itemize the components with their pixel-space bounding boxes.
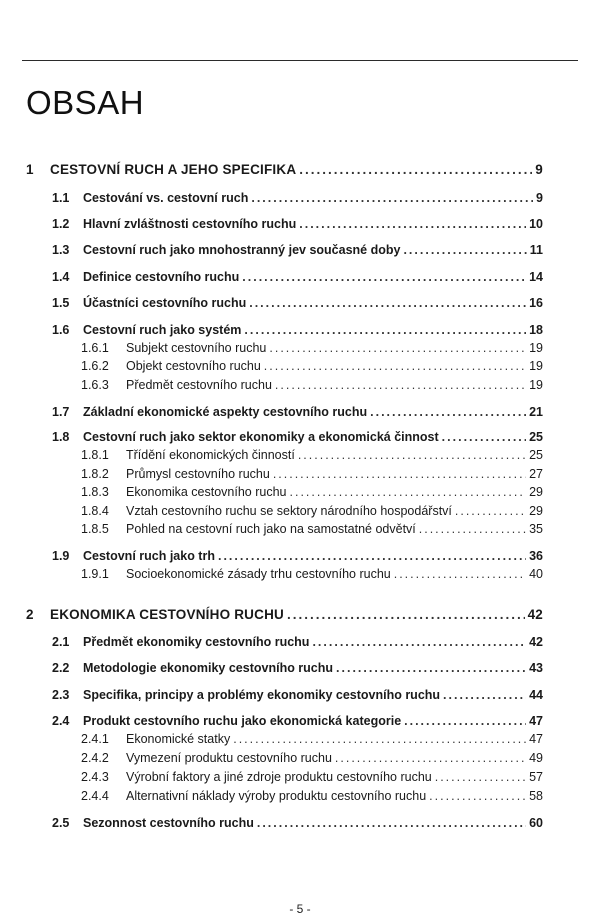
toc-subsection bbox=[81, 732, 543, 746]
toc-entry-title: Cestovní ruch jako trh bbox=[83, 549, 215, 563]
toc-entry-title: Ekonomické statky bbox=[126, 732, 231, 746]
toc-entry-title: Účastníci cestovního ruchu bbox=[83, 296, 247, 310]
toc-entry-number: 1.8.4 bbox=[81, 504, 109, 518]
toc-section bbox=[52, 430, 543, 444]
toc-section bbox=[52, 270, 543, 284]
toc-subsection bbox=[81, 770, 543, 784]
toc-leader-dots bbox=[249, 296, 526, 310]
toc-entry-page: 49 bbox=[529, 751, 543, 765]
toc-subsection bbox=[81, 467, 543, 481]
toc-leader-dots bbox=[244, 323, 526, 337]
toc-section bbox=[52, 243, 543, 257]
toc-entry-title: EKONOMIKA CESTOVNÍHO RUCHU bbox=[50, 607, 284, 622]
toc-entry-page: 42 bbox=[529, 635, 543, 649]
toc-entry-number: 2.5 bbox=[52, 816, 70, 830]
toc-leader-dots bbox=[257, 816, 526, 830]
toc-entry-title: Hlavní zvláštnosti cestovního ruchu bbox=[83, 217, 297, 231]
toc-entry-number: 2.4.3 bbox=[81, 770, 109, 784]
toc-entry-number: 2.4.4 bbox=[81, 789, 109, 803]
toc-leader-dots bbox=[287, 607, 525, 622]
toc-entry-title: Průmysl cestovního ruchu bbox=[126, 467, 270, 481]
toc-entry-number: 2.4 bbox=[52, 714, 70, 728]
toc-entry-title: Specifika, principy a problémy ekonomiky cestovního ruchu bbox=[83, 688, 441, 702]
toc-entry-page: 29 bbox=[529, 504, 543, 518]
toc-leader-dots bbox=[429, 789, 526, 803]
toc-leader-dots bbox=[435, 770, 526, 784]
toc-entry-page: 14 bbox=[529, 270, 543, 284]
toc-entry-number: 1 bbox=[26, 162, 34, 177]
toc-entry-page: 25 bbox=[529, 448, 543, 462]
toc-entry-page: 21 bbox=[529, 405, 543, 419]
toc-entry-title: Sezonnost cestovního ruchu bbox=[83, 816, 254, 830]
toc-entry-number: 1.9 bbox=[52, 549, 70, 563]
toc-entry-page: 40 bbox=[529, 567, 543, 581]
toc-section bbox=[52, 549, 543, 563]
toc-entry-number: 1.9.1 bbox=[81, 567, 109, 581]
toc-leader-dots bbox=[218, 549, 526, 563]
toc-entry-title: Definice cestovního ruchu bbox=[83, 270, 240, 284]
toc-entry-title: Alternativní náklady výroby produktu cestovního ruchu bbox=[126, 789, 427, 803]
toc-entry-number: 1.8.5 bbox=[81, 522, 109, 536]
toc-leader-dots bbox=[443, 688, 526, 702]
toc-leader-dots bbox=[370, 405, 526, 419]
toc-entry-page: 9 bbox=[535, 162, 543, 177]
toc-entry-title: Předmět ekonomiky cestovního ruchu bbox=[83, 635, 310, 649]
toc-entry-page: 29 bbox=[529, 485, 543, 499]
toc-section bbox=[52, 217, 543, 231]
toc-entry-number: 2.4.2 bbox=[81, 751, 109, 765]
toc-entry-title: Pohled na cestovní ruch jako na samostatné odvětví bbox=[126, 522, 416, 536]
toc-entry-page: 25 bbox=[529, 430, 543, 444]
toc-entry-page: 43 bbox=[529, 661, 543, 675]
toc-section bbox=[52, 191, 543, 205]
toc-entry-page: 44 bbox=[529, 688, 543, 702]
toc-section bbox=[52, 816, 543, 830]
toc-section bbox=[52, 323, 543, 337]
toc-section bbox=[52, 296, 543, 310]
toc-entry-number: 2.2 bbox=[52, 661, 70, 675]
toc-section bbox=[52, 714, 543, 728]
toc-subsection bbox=[81, 341, 543, 355]
toc-entry-page: 27 bbox=[529, 467, 543, 481]
toc-entry-page: 9 bbox=[536, 191, 543, 205]
page-number: - 5 - bbox=[289, 902, 311, 916]
toc-entry-title: Předmět cestovního ruchu bbox=[126, 378, 272, 392]
toc-leader-dots bbox=[394, 567, 526, 581]
toc-subsection bbox=[81, 485, 543, 499]
toc-entry-title: Třídění ekonomických činností bbox=[126, 448, 295, 462]
toc-leader-dots bbox=[269, 341, 526, 355]
toc-entry-number: 1.3 bbox=[52, 243, 70, 257]
toc-entry-number: 2 bbox=[26, 607, 34, 622]
toc-entry-page: 60 bbox=[529, 816, 543, 830]
toc-entry-title: Cestování vs. cestovní ruch bbox=[83, 191, 249, 205]
toc-entry-number: 1.8.1 bbox=[81, 448, 109, 462]
toc-entry-title: Subjekt cestovního ruchu bbox=[126, 341, 267, 355]
toc-subsection bbox=[81, 448, 543, 462]
toc-subsection bbox=[81, 378, 543, 392]
toc-entry-number: 2.3 bbox=[52, 688, 70, 702]
toc-leader-dots bbox=[419, 522, 526, 536]
toc-entry-page: 19 bbox=[529, 359, 543, 373]
toc-section bbox=[52, 405, 543, 419]
toc-subsection bbox=[81, 359, 543, 373]
toc-entry-page: 11 bbox=[529, 243, 543, 257]
toc-entry-page: 19 bbox=[529, 378, 543, 392]
toc-entry-number: 1.6.2 bbox=[81, 359, 109, 373]
toc-entry-number: 1.6.3 bbox=[81, 378, 109, 392]
toc-leader-dots bbox=[299, 217, 526, 231]
toc-leader-dots bbox=[299, 162, 532, 177]
toc-section bbox=[52, 661, 543, 675]
toc-leader-dots bbox=[335, 751, 526, 765]
toc-entry-page: 47 bbox=[529, 714, 543, 728]
toc-entry-title: Socioekonomické zásady trhu cestovního ruchu bbox=[126, 567, 391, 581]
toc-entry-number: 1.6.1 bbox=[81, 341, 109, 355]
toc-subsection bbox=[81, 751, 543, 765]
toc-entry-page: 58 bbox=[529, 789, 543, 803]
toc-section bbox=[52, 688, 543, 702]
toc-subsection bbox=[81, 789, 543, 803]
toc-leader-dots bbox=[273, 467, 526, 481]
toc-leader-dots bbox=[336, 661, 526, 675]
toc-leader-dots bbox=[298, 448, 526, 462]
toc-entry-number: 1.6 bbox=[52, 323, 70, 337]
toc-entry-number: 2.4.1 bbox=[81, 732, 109, 746]
toc-entry-number: 1.2 bbox=[52, 217, 70, 231]
toc-entry-title: Produkt cestovního ruchu jako ekonomická kategorie bbox=[83, 714, 402, 728]
toc-entry-number: 1.8 bbox=[52, 430, 70, 444]
toc-leader-dots bbox=[233, 732, 526, 746]
toc-chapter bbox=[26, 162, 543, 177]
toc-entry-page: 18 bbox=[529, 323, 543, 337]
toc-entry-number: 2.1 bbox=[52, 635, 70, 649]
toc-entry-page: 57 bbox=[529, 770, 543, 784]
toc-leader-dots bbox=[251, 191, 533, 205]
toc-subsection bbox=[81, 567, 543, 581]
toc-subsection bbox=[81, 522, 543, 536]
toc-leader-dots bbox=[312, 635, 526, 649]
toc-leader-dots bbox=[442, 430, 526, 444]
toc-leader-dots bbox=[242, 270, 526, 284]
toc-entry-title: Metodologie ekonomiky cestovního ruchu bbox=[83, 661, 334, 675]
toc-entry-title: Objekt cestovního ruchu bbox=[126, 359, 261, 373]
toc-subsection bbox=[81, 504, 543, 518]
toc-entry-page: 36 bbox=[529, 549, 543, 563]
toc-entry-number: 1.8.3 bbox=[81, 485, 109, 499]
toc-entry-title: Vymezení produktu cestovního ruchu bbox=[126, 751, 332, 765]
toc-entry-number: 1.4 bbox=[52, 270, 70, 284]
toc-entry-title: Cestovní ruch jako mnohostranný jev současné doby bbox=[83, 243, 401, 257]
toc-entry-page: 42 bbox=[527, 607, 543, 622]
toc-entry-page: 10 bbox=[529, 217, 543, 231]
toc-leader-dots bbox=[404, 714, 526, 728]
toc-entry-title: Cestovní ruch jako systém bbox=[83, 323, 242, 337]
toc-entry-title: Výrobní faktory a jiné zdroje produktu cestovního ruchu bbox=[126, 770, 432, 784]
toc-leader-dots bbox=[455, 504, 526, 518]
toc-entry-number: 1.1 bbox=[52, 191, 70, 205]
toc-entry-page: 35 bbox=[529, 522, 543, 536]
toc-entry-title: Vztah cestovního ruchu se sektory národního hospodářství bbox=[126, 504, 452, 518]
toc-entry-page: 16 bbox=[529, 296, 543, 310]
toc-entry-title: Cestovní ruch jako sektor ekonomiky a ekonomická činnost bbox=[83, 430, 439, 444]
toc-leader-dots bbox=[275, 378, 526, 392]
toc-entry-number: 1.7 bbox=[52, 405, 70, 419]
toc-section bbox=[52, 635, 543, 649]
page-title: OBSAH bbox=[26, 84, 145, 121]
toc-leader-dots bbox=[290, 485, 527, 499]
toc-entry-number: 1.5 bbox=[52, 296, 70, 310]
toc-entry-title: Ekonomika cestovního ruchu bbox=[126, 485, 287, 499]
toc-entry-title: Základní ekonomické aspekty cestovního ruchu bbox=[83, 405, 368, 419]
toc-chapter bbox=[26, 607, 543, 622]
toc-entry-title: CESTOVNÍ RUCH A JEHO SPECIFIKA bbox=[50, 162, 297, 177]
toc-entry-page: 19 bbox=[529, 341, 543, 355]
toc-leader-dots bbox=[403, 243, 526, 257]
toc-entry-number: 1.8.2 bbox=[81, 467, 109, 481]
toc-leader-dots bbox=[264, 359, 526, 373]
toc-entry-page: 47 bbox=[529, 732, 543, 746]
